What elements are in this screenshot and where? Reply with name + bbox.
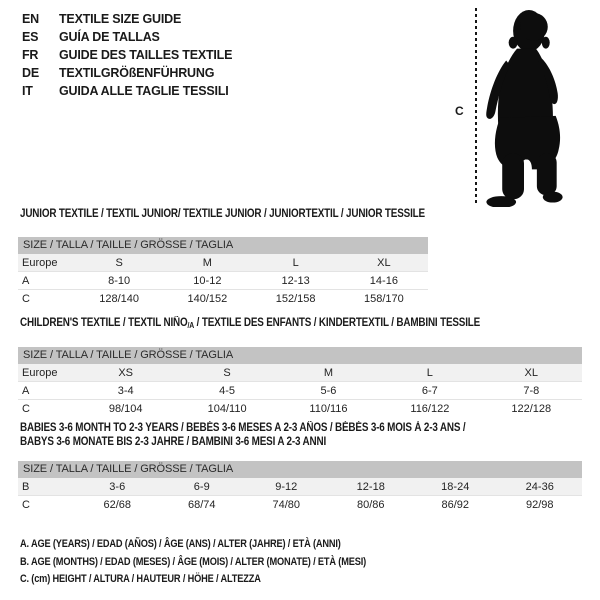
size-cell: 4-5 (219, 384, 236, 397)
size-cell: 6-7 (421, 384, 438, 397)
table-row (18, 478, 582, 496)
row-label: C (22, 292, 30, 305)
size-cell: 92/98 (525, 498, 554, 511)
row-label: Europe (22, 366, 58, 379)
size-cell: 10-12 (193, 274, 222, 287)
size-cell: 68/74 (187, 498, 216, 511)
toddler-silhouette-icon (484, 9, 564, 207)
size-cell: 140/152 (187, 292, 228, 305)
size-table-babies (18, 478, 582, 513)
size-cell: 7-8 (523, 384, 540, 397)
size-table-section-junior (18, 207, 428, 307)
table-title-junior: JUNIOR TEXTILE / TEXTIL JUNIOR/ TEXTILE JUNIOR / JUNIORTEXTIL / JUNIOR TESSILE (20, 208, 425, 220)
footnote-line: A. AGE (YEARS) / EDAD (AÑOS) / ÂGE (ANS) / ALTER (JAHRE) / ETÀ (ANNI) (20, 538, 341, 550)
size-cell: 98/104 (108, 402, 143, 415)
size-header-bar: SIZE / TALLA / TAILLE / GRÖSSE / TAGLIA (18, 237, 428, 254)
size-cell: L (292, 256, 299, 269)
table-row (18, 496, 582, 514)
table-row (18, 290, 428, 308)
size-cell: S (115, 256, 123, 269)
size-cell: L (426, 366, 433, 379)
table-row (18, 254, 428, 272)
size-cell: 12-18 (356, 480, 385, 493)
size-cell: 12-13 (281, 274, 310, 287)
language-guide-title: GUIDA ALLE TAGLIE TESSILI (59, 84, 229, 98)
table-title-babies-line2: BABYS 3-6 MONATE BIS 2-3 JAHRE / BAMBINI 3-6 MESI A 2-3 ANNI (20, 436, 327, 448)
size-cell: 104/110 (207, 402, 247, 415)
size-cell: 3-4 (117, 384, 134, 397)
size-cell: XS (118, 366, 134, 379)
size-cell: 122/128 (511, 402, 552, 415)
language-row (22, 46, 232, 64)
size-cell: 62/68 (103, 498, 132, 511)
table-row (18, 364, 582, 382)
size-cell: 80/86 (356, 498, 385, 511)
footnote-line: B. AGE (MONTHS) / EDAD (MESES) / ÂGE (MOIS) / ALTER (MONATE) / ETÀ (MESI) (20, 555, 367, 568)
title-subscript: /A (187, 321, 195, 330)
size-cell: 9-12 (275, 480, 298, 493)
title-prefix: CHILDREN'S TEXTILE / TEXTIL NIÑO (20, 317, 188, 329)
language-guide-title: GUÍA DE TALLAS (59, 30, 160, 44)
size-table-children (18, 364, 582, 417)
measure-label-c: C (455, 104, 464, 118)
size-cell: 74/80 (272, 498, 301, 511)
toddler-silhouette-shapes (486, 10, 562, 207)
language-code: IT (22, 84, 33, 98)
footnote-line: C. (cm) HEIGHT / ALTURA / HAUTEUR / HÖHE / ALTEZZA (20, 573, 261, 585)
language-row (22, 82, 232, 100)
size-cell: 116/122 (410, 402, 450, 415)
height-measure-dashed-line (475, 8, 477, 206)
language-code: EN (22, 12, 39, 26)
row-label: Europe (22, 256, 58, 269)
row-label: C (22, 402, 30, 415)
table-title-babies-line1: BABIES 3-6 MONTH TO 2-3 YEARS / BEBÉS 3-6 MESES A 2-3 AÑOS / BÉBÉS 3-6 MOIS À 2-3 ANS / (20, 422, 466, 434)
language-guide-title: TEXTILE SIZE GUIDE (59, 12, 182, 26)
size-cell: 8-10 (108, 274, 131, 287)
size-cell: S (223, 366, 231, 379)
row-label: C (22, 498, 30, 511)
table-row (18, 382, 582, 400)
language-code: FR (22, 48, 39, 62)
table-row (18, 272, 428, 290)
language-code: ES (22, 30, 39, 44)
language-row (22, 28, 232, 46)
size-table-junior (18, 254, 428, 307)
row-label: A (22, 384, 30, 397)
size-cell: 128/140 (99, 292, 139, 305)
row-label: A (22, 274, 30, 287)
table-row (18, 400, 582, 418)
row-label: B (22, 480, 30, 493)
size-cell: 6-9 (193, 480, 210, 493)
size-table-section-babies (18, 421, 582, 513)
language-row (22, 10, 232, 28)
size-cell: 86/92 (441, 498, 470, 511)
size-table-section-children (18, 316, 582, 417)
size-header-bar: SIZE / TALLA / TAILLE / GRÖSSE / TAGLIA (18, 347, 582, 364)
footnote-list (20, 536, 432, 589)
size-cell: 3-6 (109, 480, 126, 493)
size-cell: 24-36 (525, 480, 554, 493)
language-code: DE (22, 66, 39, 80)
language-row (22, 64, 232, 82)
title-suffix: / TEXTILE DES ENFANTS / KINDERTEXTIL / BAMBINI TESSILE (194, 317, 481, 329)
size-cell: M (202, 256, 212, 269)
table-title-children (20, 316, 503, 331)
size-cell: 14-16 (369, 274, 398, 287)
language-guide-title: TEXTILGRÖßENFÜHRUNG (59, 66, 215, 80)
size-cell: XL (524, 366, 539, 379)
language-title-list (22, 10, 232, 100)
size-cell: 152/158 (275, 292, 316, 305)
size-cell: XL (377, 256, 391, 269)
size-header-bar: SIZE / TALLA / TAILLE / GRÖSSE / TAGLIA (18, 461, 582, 478)
size-cell: 5-6 (320, 384, 337, 397)
size-cell: 158/170 (363, 292, 404, 305)
size-cell: 18-24 (441, 480, 470, 493)
language-guide-title: GUIDE DES TAILLES TEXTILE (59, 48, 233, 62)
size-cell: 110/116 (309, 402, 348, 415)
size-cell: M (323, 366, 334, 379)
